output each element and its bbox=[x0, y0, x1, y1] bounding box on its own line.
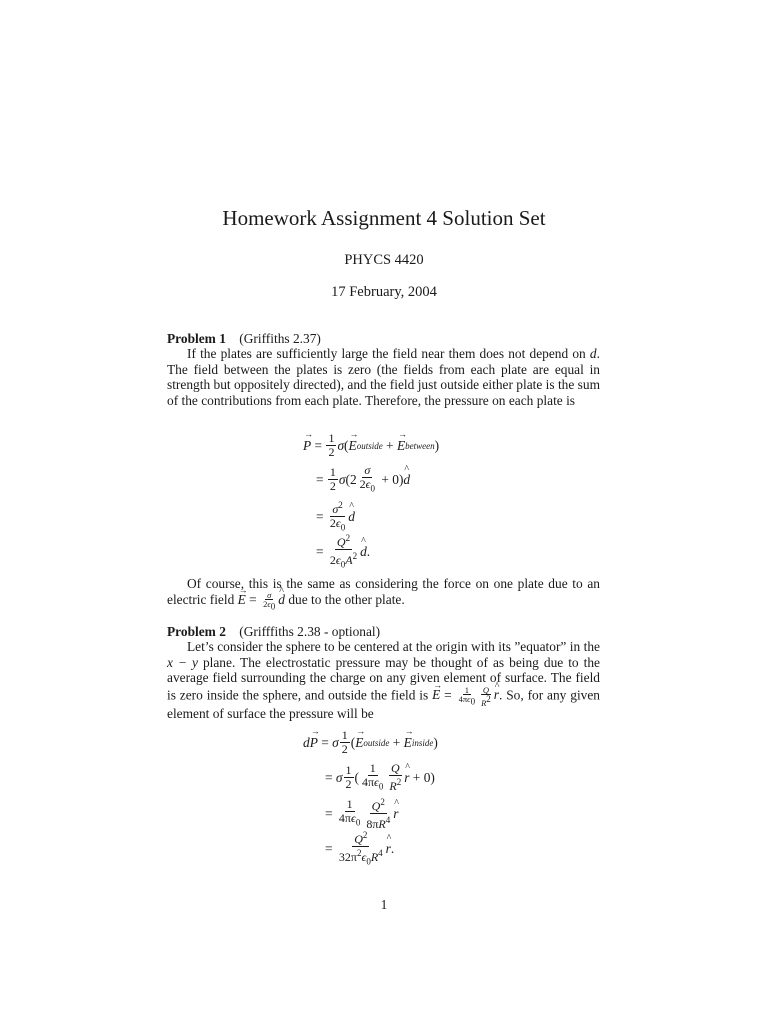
eq1-line2: = $\frac{1}{2}$ σ (2 $\frac{\sigma}{2\epsilon_0}$ + 0) ^ d bbox=[316, 464, 410, 495]
eq2-line2: = σ $\frac{1}{2}$ ( $\frac{1}{4\pi\epsilon_0}$ $\frac{Q}{R^2}$ ^ r + 0) bbox=[325, 762, 435, 793]
eq2-line4: = $\frac{Q^2}{32\pi^2\epsilon_0R^4}$ ^ r . bbox=[325, 829, 394, 868]
eq1-line4: = $\frac{Q^2}{2\epsilon_0A^2}$ ^ d . bbox=[316, 532, 370, 571]
problem2-reference: (Grifffiths 2.38 - optional) bbox=[239, 624, 381, 639]
page-title: Homework Assignment 4 Solution Set bbox=[222, 206, 546, 230]
problem1-heading: Problem 1 bbox=[167, 331, 226, 346]
problem2-text-c: . So, for any given element of surface the pressure will be bbox=[167, 687, 600, 722]
document-date: 17 February, 2004 bbox=[331, 284, 437, 300]
problem1-reference: (Griffiths 2.37) bbox=[239, 331, 321, 346]
problem2-text-a: Let’s consider the sphere to be centered at the origin with its ”equator” in the bbox=[187, 639, 600, 655]
eq1-line3: = $\frac{\sigma^2}{2\epsilon_0}$ ^ d bbox=[316, 499, 355, 534]
problem1-var-d: d bbox=[589, 346, 597, 362]
problem2-text-b: plane. The electrostatic pressure may be thought of as being due to the average field surrounding the charge on any given element of surface. The field is zero inside the sphere, and outside the field is bbox=[167, 654, 600, 703]
eq2-line3: = $\frac{1}{4\pi\epsilon_0}$ $\frac{Q^2}{8\pi R^4}$ ^ r bbox=[325, 796, 398, 831]
eq1-line1: → P = $\frac{1}{2}$ σ ( → E outside + → E between ) bbox=[303, 432, 439, 459]
problem1-paragraph bbox=[167, 331, 600, 408]
course-code: PHYCS 4420 bbox=[344, 252, 424, 268]
problem1-text-a: If the plates are sufficiently large the field near them does not depend on bbox=[187, 346, 586, 362]
problem2-heading: Problem 2 bbox=[167, 624, 226, 639]
eq2-line1: d → P = σ $\frac{1}{2}$ ( → E outside + → E inside ) bbox=[303, 729, 438, 756]
problem1-closing-text-a: Of course, this is the same as considering the force on one plate due to an electric field bbox=[167, 576, 600, 608]
page-number: 1 bbox=[380, 897, 388, 912]
problem1-closing-text-b: due to the other plate. bbox=[288, 592, 405, 608]
problem2-paragraph: Problem 2 (Grifffiths 2.38 - optional) Let’s consider the sphere to be centered at the origin with its ”equator” in the x − y plane. The electrostatic pressure may be thought of as being due to the average field surrounding the charge on any given element of surface. The field is zero inside the sphere, and outside the field is → E = $\frac{1}{4\pi\epsilon_0}$ $\frac{Q}{R^2}$ ^ r. So, for any given element of surface the pressure will be bbox=[167, 624, 600, 722]
problem2-var-xy: x − y bbox=[167, 654, 198, 670]
problem1-closing-paragraph: Of course, this is the same as considering the force on one plate due to an electric field → E = $\frac{\sigma}{2\epsilon_0}$ ^ d due to the other plate. bbox=[167, 576, 600, 611]
problem1-text-b: . The field between the plates is zero (the fields from each plate are equal in strength but oppositely directed), and the field just outside either plate is the sum of the contributions from each plate. Therefore, the pressure on each plate is bbox=[167, 346, 600, 408]
